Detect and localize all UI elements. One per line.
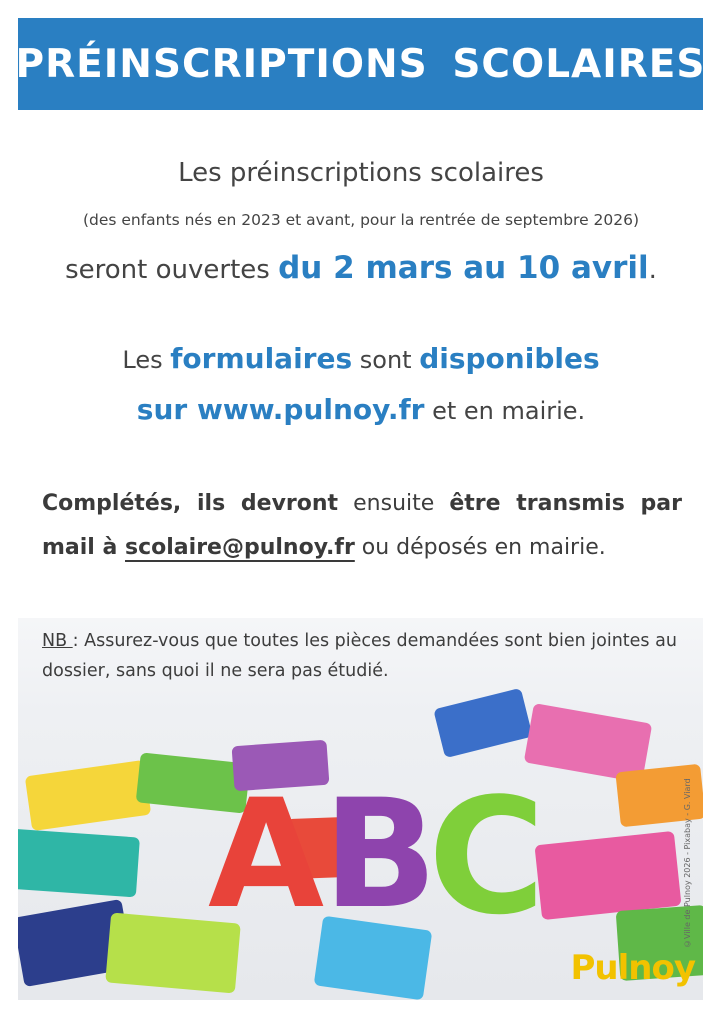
forms-available: disponibles xyxy=(419,342,600,375)
note xyxy=(42,626,682,686)
page-title: PRÉINSCRIPTIONS SCOLAIRES xyxy=(15,41,706,87)
letter-b: B xyxy=(323,768,438,942)
title-banner xyxy=(15,18,706,110)
photo-credit: ©Ville de Pulnoy 2026 - Pixabay - G. Viard xyxy=(683,778,692,948)
letter-a: A xyxy=(208,768,325,942)
letters-photo xyxy=(18,618,703,1000)
block-blue xyxy=(433,688,532,758)
forms-mairie: et en mairie. xyxy=(424,397,586,425)
block-teal xyxy=(18,829,140,898)
forms-line-2 xyxy=(0,393,722,426)
dates-highlight: du 2 mars au 10 avril xyxy=(278,250,649,286)
instr-mail: mail à xyxy=(42,535,126,560)
instructions-line-1 xyxy=(42,482,682,526)
instr-transmis: être transmis par xyxy=(449,491,682,516)
forms-word: formulaires xyxy=(170,342,353,375)
forms-sont: sont xyxy=(352,346,420,374)
forms-les: Les xyxy=(122,346,171,374)
note-label: NB xyxy=(42,631,73,651)
forms-line-1 xyxy=(0,342,722,375)
block-pink-2 xyxy=(534,831,681,920)
instr-deposes: ou déposés en mairie. xyxy=(354,535,606,560)
letter-c: C xyxy=(428,763,546,950)
block-yellow xyxy=(25,760,151,831)
note-text: : Assurez-vous que toutes les pièces demandées sont bien jointes au dossier, sans quoi il ne sera pas étudié. xyxy=(42,631,677,681)
dates-prefix: seront ouvertes xyxy=(65,255,279,285)
email-link[interactable]: scolaire@pulnoy.fr xyxy=(125,535,355,560)
instructions-line-2 xyxy=(42,526,682,570)
instr-completes: Complétés, ils devront xyxy=(42,491,339,516)
website-link[interactable]: sur www.pulnoy.fr xyxy=(136,393,425,426)
intro-subline: (des enfants nés en 2023 et avant, pour la rentrée de septembre 2026) xyxy=(82,211,640,229)
instr-ensuite: ensuite xyxy=(338,491,450,516)
pulnoy-logo: Pulnoy xyxy=(570,948,695,988)
dates-line xyxy=(0,250,722,286)
intro-line: Les préinscriptions scolaires xyxy=(178,158,544,188)
dates-suffix: . xyxy=(648,255,657,285)
